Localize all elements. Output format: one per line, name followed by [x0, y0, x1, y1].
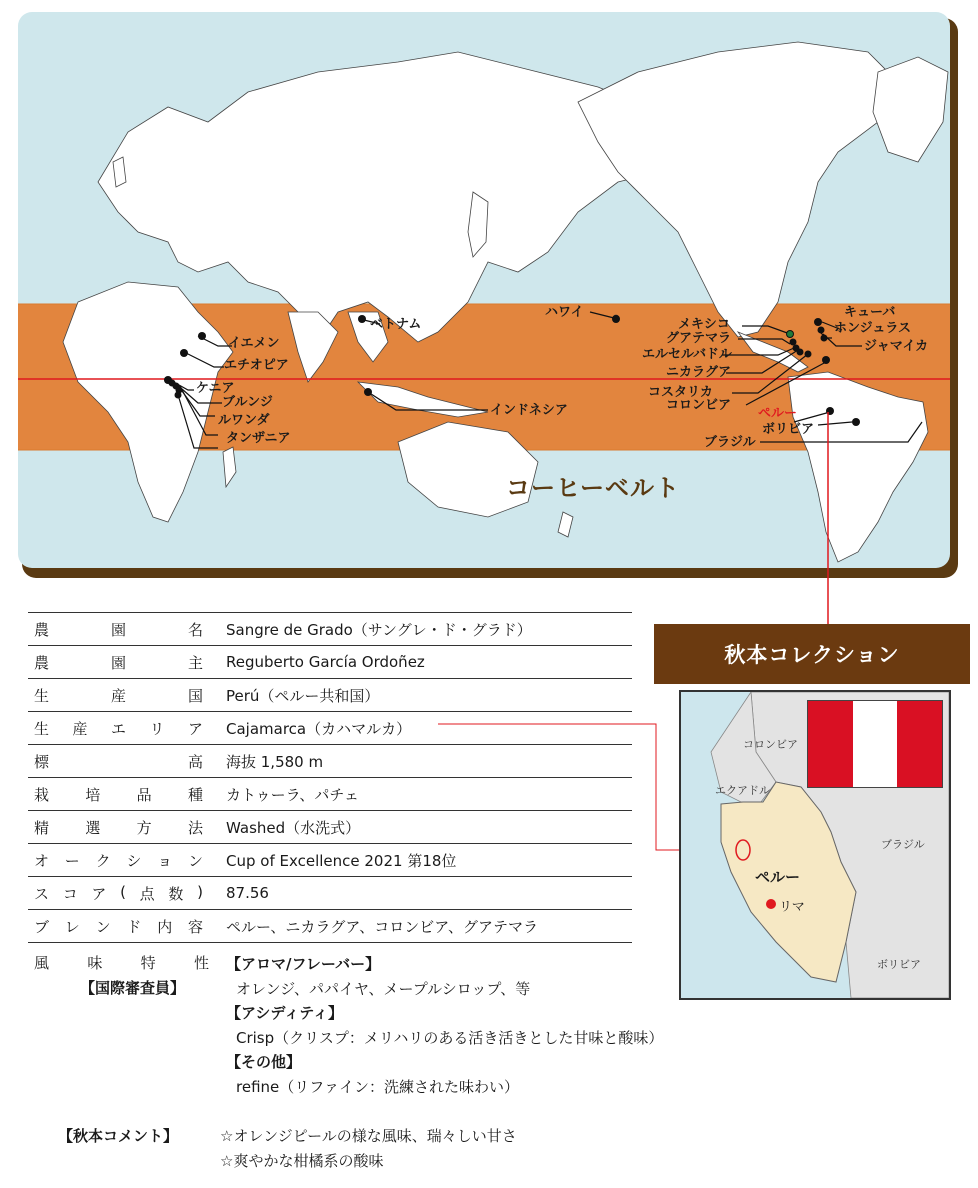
- peru-flag: [807, 700, 943, 788]
- aroma-text: オレンジ、パパイヤ、メープルシロップ、等: [236, 979, 531, 998]
- map-label-peru: ペルー: [758, 406, 798, 421]
- info-row: [28, 877, 632, 910]
- info-row-key-char: 種: [187, 785, 203, 804]
- map-label-rwanda: ルワンダ: [218, 413, 270, 428]
- map-label-cuba: キューバ: [844, 305, 896, 320]
- map-label-guatemala: グアテマラ: [666, 331, 732, 346]
- info-row-key-char: ド: [126, 917, 142, 936]
- info-row-key-char: ン: [95, 917, 111, 936]
- info-row-key-char: 産: [72, 719, 88, 738]
- info-row-value: カトゥーラ、パチェ: [226, 785, 359, 804]
- info-row-key: [28, 817, 203, 838]
- map-label-kenya: ケニア: [196, 381, 235, 396]
- info-row-key: [28, 619, 203, 640]
- collection-banner: 秋本コレクション: [654, 624, 970, 684]
- info-row-key-char: ョ: [157, 851, 173, 870]
- flavor-key-char: 性: [193, 954, 209, 972]
- flavor-key-char: 風: [34, 954, 50, 972]
- world-map: [18, 12, 958, 578]
- info-row-key-char: 選: [85, 818, 101, 837]
- info-row: [28, 910, 632, 943]
- peru-map-label-ecuador: エクアドル: [715, 784, 770, 797]
- info-row-key-char: 内: [157, 917, 173, 936]
- info-row-key-char: オ: [34, 851, 50, 870]
- map-label-yemen: イエメン: [228, 336, 280, 351]
- info-row-key-char: 園: [110, 620, 126, 639]
- info-row-key-char: 名: [187, 620, 203, 639]
- info-row-key-char: 農: [34, 653, 50, 672]
- flavor-key-char: 味: [87, 954, 103, 972]
- info-row-key-char: ス: [34, 884, 50, 903]
- info-row-key-char: 培: [85, 785, 101, 804]
- map-label-mexico: メキシコ: [678, 317, 730, 332]
- info-row-value: Cajamarca（カハマルカ）: [226, 719, 412, 738]
- info-row-value: Cup of Excellence 2021 第18位: [226, 851, 457, 870]
- info-row: [28, 646, 632, 679]
- map-label-ethiopia: エチオピア: [224, 358, 289, 373]
- info-row-key: [28, 751, 203, 772]
- aroma-heading: 【アロマ/フレーバー】: [226, 955, 381, 973]
- info-row: [28, 745, 632, 778]
- map-label-tanzania: タンザニア: [226, 431, 291, 446]
- map-label-honduras: ホンジュラス: [834, 321, 912, 336]
- world-map-graphic: [18, 12, 958, 578]
- info-row-value: ペルー、ニカラグア、コロンビア、グアテマラ: [226, 917, 539, 936]
- info-row-key-char: 数: [168, 884, 184, 903]
- info-row-key: [28, 718, 203, 739]
- info-row-key-char: ー: [64, 851, 80, 870]
- flavor-details: [226, 952, 663, 1099]
- info-row-key: [28, 850, 203, 871]
- info-row-value: Reguberto García Ordoñez: [226, 653, 425, 671]
- info-row-value: Sangre de Grado（サングレ・ド・グラド）: [226, 620, 532, 639]
- acidity-text: Crisp（クリスプ：メリハリのある活き活きとした甘味と酸味）: [236, 1028, 664, 1047]
- other-text: refine（リファイン：洗練された味わい）: [236, 1077, 519, 1096]
- info-row-key-char: シ: [126, 851, 142, 870]
- info-row-key-char: 法: [187, 818, 203, 837]
- info-row-key-char: 栽: [34, 785, 50, 804]
- peru-map-label-peru: ペルー: [755, 868, 801, 886]
- comment-line-2: ☆爽やかな柑橘系の酸味: [220, 1152, 384, 1170]
- info-row-key-char: 生: [34, 686, 50, 705]
- info-row: [28, 679, 632, 712]
- info-row-key-char: レ: [64, 917, 80, 936]
- info-row-key-char: ): [197, 882, 203, 901]
- other-heading: 【その他】: [226, 1053, 302, 1071]
- map-label-indonesia: インドネシア: [490, 403, 568, 418]
- map-label-nicaragua: ニカラグア: [666, 365, 732, 380]
- peru-map-label-lima: リマ: [779, 900, 805, 915]
- flavor-key-char: 特: [140, 954, 156, 972]
- map-label-bolivia: ボリビア: [762, 422, 815, 437]
- info-row: [28, 712, 632, 745]
- info-row-key-char: 精: [34, 818, 50, 837]
- info-row-key-char: 生: [34, 719, 50, 738]
- flavor-key: [34, 952, 209, 973]
- info-row-key-char: 容: [187, 917, 203, 936]
- info-row-key-char: ク: [95, 851, 111, 870]
- info-row-key: [28, 916, 203, 937]
- info-row-key-char: 点: [139, 884, 155, 903]
- peru-map-label-bolivia: ボリビア: [877, 958, 921, 971]
- info-row-key-char: 園: [110, 653, 126, 672]
- comment-label: 【秋本コメント】: [58, 1127, 179, 1145]
- info-row-key-char: エ: [110, 719, 126, 738]
- map-label-vietnam: ベトナム: [370, 317, 422, 332]
- info-row-key: [28, 685, 203, 706]
- info-row-key-char: 品: [136, 785, 152, 804]
- info-row-value: 87.56: [226, 884, 269, 902]
- info-row-key-char: ン: [187, 851, 203, 870]
- info-row-key: [28, 784, 203, 805]
- peru-map: [679, 690, 951, 1000]
- map-label-colombia: コロンビア: [666, 398, 732, 413]
- map-label-jamaica: ジャマイカ: [864, 339, 929, 354]
- info-row-key-char: 方: [136, 818, 152, 837]
- acidity-heading: 【アシディティ】: [226, 1004, 344, 1022]
- map-label-costa-rica: コスタリカ: [648, 385, 713, 400]
- info-row: [28, 811, 632, 844]
- info-row-key: [28, 883, 203, 904]
- flavor-judge-label: 【国際審査員】: [80, 979, 186, 997]
- info-row-key-char: 標: [34, 752, 50, 771]
- map-label-el-salvador: エルセルバドル: [642, 347, 732, 362]
- map-label-burundi: ブルンジ: [222, 395, 273, 410]
- coffee-belt-title: コーヒーベルト: [506, 474, 681, 502]
- comment-lines: [220, 1124, 517, 1174]
- info-row: [28, 778, 632, 811]
- info-row-key-char: 高: [187, 752, 203, 771]
- info-row-key-char: (: [120, 882, 126, 901]
- info-row-key-char: コ: [62, 884, 78, 903]
- peru-map-label-colombia: コロンビア: [743, 738, 798, 751]
- peru-map-label-brazil: ブラジル: [881, 838, 925, 851]
- info-row-key-char: 主: [187, 653, 203, 672]
- info-row-key-char: ア: [187, 719, 203, 738]
- info-row-value: Perú（ペルー共和国）: [226, 686, 380, 705]
- info-row: [28, 613, 632, 646]
- info-row-key: [28, 652, 203, 673]
- info-row-key-char: リ: [149, 719, 165, 738]
- info-row-value: 海抜 1,580 m: [226, 752, 324, 771]
- info-row-value: Washed（水洗式）: [226, 818, 361, 837]
- comment-line-1: ☆オレンジピールの様な風味、瑞々しい甘さ: [220, 1127, 517, 1145]
- info-row-key-char: ブ: [34, 917, 50, 936]
- info-row: [28, 844, 632, 877]
- info-row-key-char: 産: [110, 686, 126, 705]
- info-row-key-char: 農: [34, 620, 50, 639]
- info-row-key-char: ア: [91, 884, 107, 903]
- map-label-hawaii: ハワイ: [545, 305, 584, 320]
- info-row-key-char: 国: [187, 686, 203, 705]
- coffee-info-table: [28, 612, 632, 943]
- map-label-brazil: ブラジル: [704, 435, 756, 450]
